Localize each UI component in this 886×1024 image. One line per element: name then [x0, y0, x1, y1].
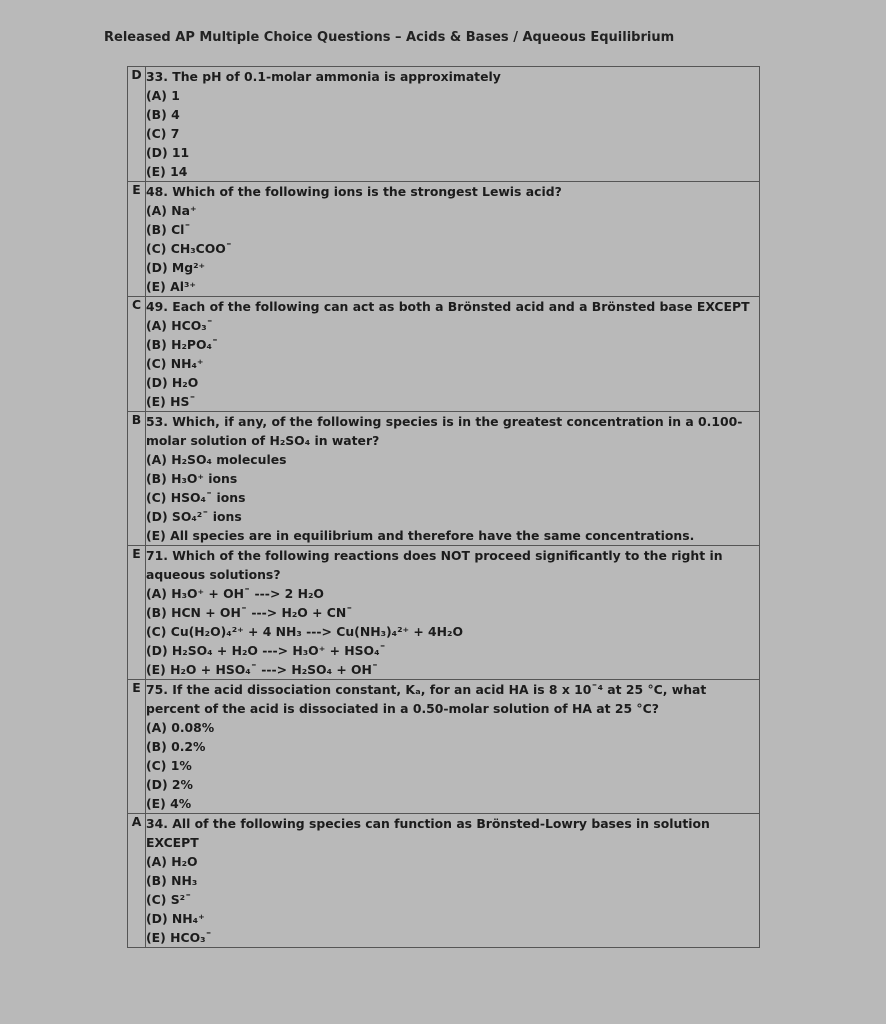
answer-key: B	[128, 412, 146, 546]
question-row	[128, 680, 760, 814]
question-cell	[146, 297, 760, 412]
answer-option: (D) H₂SO₄ + H₂O ---> H₃O⁺ + HSO₄¯	[146, 643, 386, 658]
answer-key: C	[128, 297, 146, 412]
option-list	[146, 201, 759, 296]
answer-option: (E) 14	[146, 164, 188, 179]
question-text: 75. If the acid dissociation constant, Kₐ, for an acid HA is 8 x 10¯⁴ at 25 °C, what percent of the acid is dissociated in a 0.50-molar solution of HA at 25 °C?	[146, 682, 707, 716]
answer-option: (C) 7	[146, 126, 180, 141]
question-cell	[146, 546, 760, 680]
question-text: 71. Which of the following reactions does NOT proceed significantly to the right in aqueous solutions?	[146, 548, 723, 582]
answer-option: (B) H₃O⁺ ions	[146, 471, 238, 486]
option-list	[146, 584, 759, 679]
answer-option: (C) HSO₄¯ ions	[146, 490, 246, 505]
answer-key: D	[128, 67, 146, 182]
answer-key: E	[128, 680, 146, 814]
answer-option: (C) CH₃COO¯	[146, 241, 232, 256]
answer-option: (B) 4	[146, 107, 180, 122]
answer-option: (C) S²¯	[146, 892, 192, 907]
answer-option: (D) H₂O	[146, 375, 199, 390]
option-list	[146, 718, 759, 813]
option-list	[146, 86, 759, 181]
answer-option: (E) HS¯	[146, 394, 196, 409]
answer-key: A	[128, 814, 146, 948]
answer-option: (A) 0.08%	[146, 720, 215, 735]
answer-option: (E) All species are in equilibrium and therefore have the same concentrations.	[146, 528, 695, 543]
answer-option: (B) HCN + OH¯ ---> H₂O + CN¯	[146, 605, 353, 620]
question-cell	[146, 680, 760, 814]
answer-option: (A) Na⁺	[146, 203, 197, 218]
questions-table	[127, 66, 760, 948]
question-row	[128, 814, 760, 948]
answer-key: E	[128, 546, 146, 680]
question-text: 48. Which of the following ions is the strongest Lewis acid?	[146, 184, 562, 199]
question-cell	[146, 182, 760, 297]
question-cell	[146, 67, 760, 182]
answer-option: (E) 4%	[146, 796, 192, 811]
answer-option: (B) NH₃	[146, 873, 198, 888]
question-row	[128, 297, 760, 412]
answer-option: (B) Cl¯	[146, 222, 191, 237]
answer-option: (E) Al³⁺	[146, 279, 196, 294]
answer-option: (C) NH₄⁺	[146, 356, 204, 371]
answer-option: (D) 2%	[146, 777, 193, 792]
answer-option: (A) H₂O	[146, 854, 198, 869]
question-row	[128, 182, 760, 297]
question-cell	[146, 412, 760, 546]
question-text: 53. Which, if any, of the following species is in the greatest concentration in a 0.100-molar solution of H₂SO₄ in water?	[146, 414, 743, 448]
option-list	[146, 450, 759, 545]
option-list	[146, 316, 759, 411]
answer-key: E	[128, 182, 146, 297]
question-cell	[146, 814, 760, 948]
question-text: 33. The pH of 0.1-molar ammonia is approximately	[146, 69, 501, 84]
answer-option: (A) H₂SO₄ molecules	[146, 452, 287, 467]
answer-option: (A) HCO₃¯	[146, 318, 213, 333]
answer-option: (E) HCO₃¯	[146, 930, 212, 945]
answer-option: (D) 11	[146, 145, 190, 160]
answer-option: (B) 0.2%	[146, 739, 206, 754]
page-title: Released AP Multiple Choice Questions – Acids & Bases / Aqueous Equilibrium	[104, 30, 675, 45]
question-row	[128, 67, 760, 182]
question-text: 49. Each of the following can act as both a Brönsted acid and a Brönsted base EXCEPT	[146, 299, 750, 314]
answer-option: (C) 1%	[146, 758, 192, 773]
answer-option: (D) SO₄²¯ ions	[146, 509, 242, 524]
answer-option: (A) H₃O⁺ + OH¯ ---> 2 H₂O	[146, 586, 324, 601]
question-text: 34. All of the following species can function as Brönsted-Lowry bases in solution EXCEPT	[146, 816, 710, 850]
answer-option: (D) Mg²⁺	[146, 260, 206, 275]
answer-option: (C) Cu(H₂O)₄²⁺ + 4 NH₃ ---> Cu(NH₃)₄²⁺ + 4H₂O	[146, 624, 464, 639]
answer-option: (A) 1	[146, 88, 180, 103]
answer-option: (B) H₂PO₄¯	[146, 337, 219, 352]
question-row	[128, 412, 760, 546]
answer-option: (E) H₂O + HSO₄¯ ---> H₂SO₄ + OH¯	[146, 662, 379, 677]
answer-option: (D) NH₄⁺	[146, 911, 205, 926]
question-row	[128, 546, 760, 680]
option-list	[146, 852, 759, 947]
